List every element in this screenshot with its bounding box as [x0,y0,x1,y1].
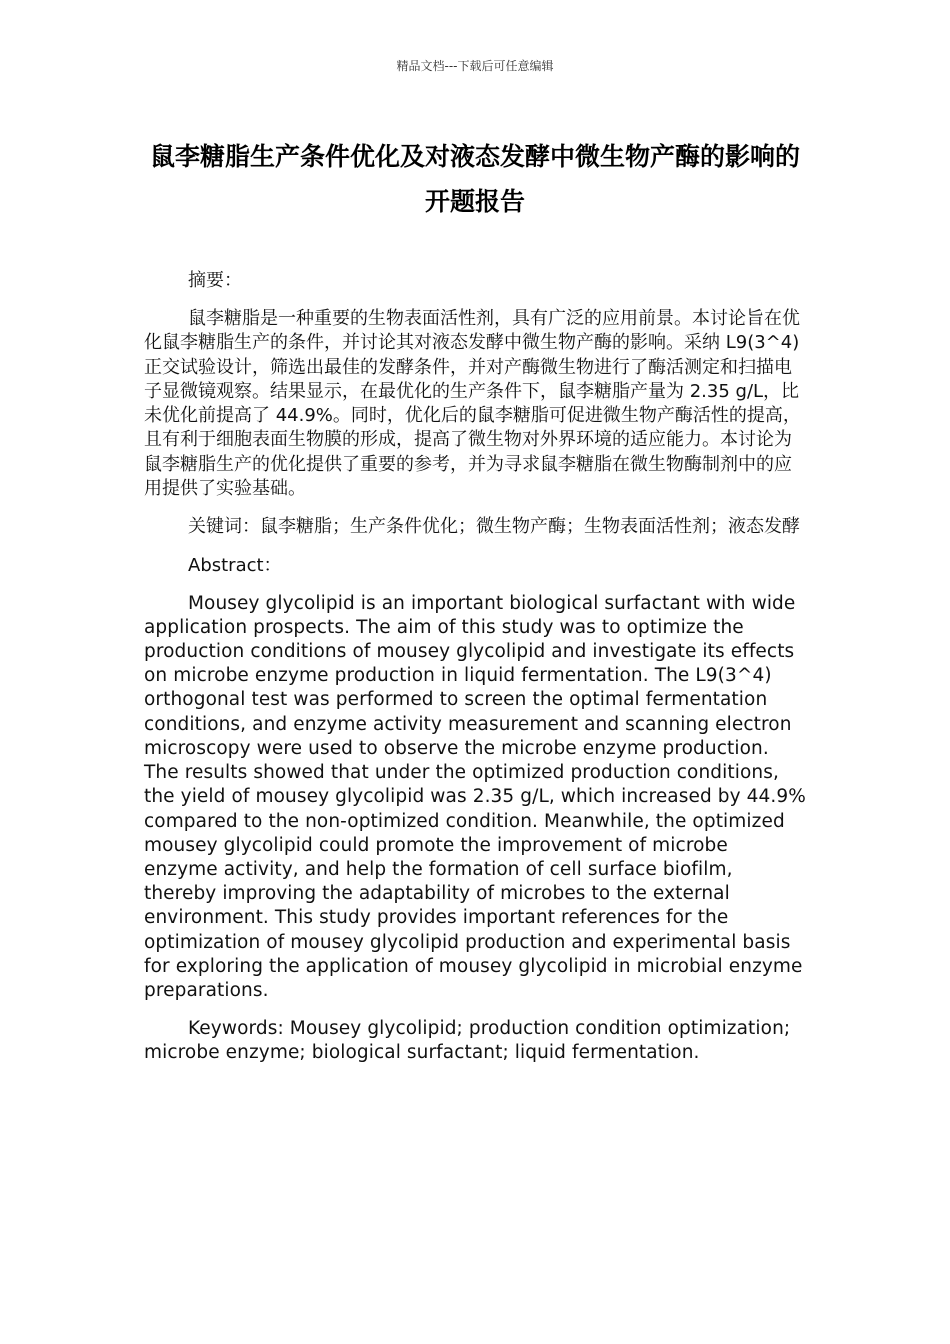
document-body [144,269,806,1080]
header-note: 精品文档---下载后可任意编辑 [396,59,554,73]
abstract-en-label: Abstract： [188,554,282,576]
keywords-cn: 关键词：鼠李糖脂；生产条件优化；微生物产酶；生物表面活性剂；液态发酵 [188,516,800,538]
keywords-en: Keywords: Mousey glycolipid; production condition optimization; microbe enzyme; biological surfactant; liquid fermentation. [144,1018,791,1064]
document-title: 鼠李糖脂生产条件优化及对液态发酵中微生物产酶的影响的开题报告 [149,142,800,216]
abstract-cn-body: 鼠李糖脂是一种重要的生物表面活性剂，具有广泛的应用前景。本讨论旨在优化鼠李糖脂生产的条件，并讨论其对液态发酵中微生物产酶的影响。采纳 L9(3^4)正交试验设计，筛选出最佳的发酵条件，并对产酶微生物进行了酶活测定和扫描电子显微镜观察。结果显示，在最优化的生产条件下，鼠李糖脂产量为 2.35 g/L，比未优化前提高了 44.9%。同时，优化后的鼠李糖脂可促进微生物产酶活性的提高，且有利于细胞表面生物膜的形成，提高了微生物对外界环境的适应能力。本讨论为鼠李糖脂生产的优化提供了重要的参考，并为寻求鼠李糖脂在微生物酶制剂中的应用提供了实验基础。 [144,308,801,500]
abstract-cn-label: 摘要： [188,270,242,291]
abstract-en-body: Mousey glycolipid is an important biological surfactant with wide application prospects. The aim of this study was to optimize the production conditions of mousey glycolipid and investigate its effects on microbe enzyme production in liquid fermentation. The L9(3^4) orthogonal test was performed to screen the optimal fermentation conditions, and enzyme activity measurement and scanning electron microscopy were used to observe the microbe enzyme production. The results showed that under the optimized production conditions, the yield of mousey glycolipid was 2.35 g/L, which increased by 44.9% compared to the non-optimized condition. Meanwhile, the optimized mousey glycolipid could promote the improvement of microbe enzyme activity, and help the formation of cell surface biofilm, thereby improving the adaptability of microbes to the external environment. This study provides important references for the optimization of mousey glycolipid production and experimental basis for exploring the application of mousey glycolipid in microbial enzyme preparations. [144,592,806,1001]
